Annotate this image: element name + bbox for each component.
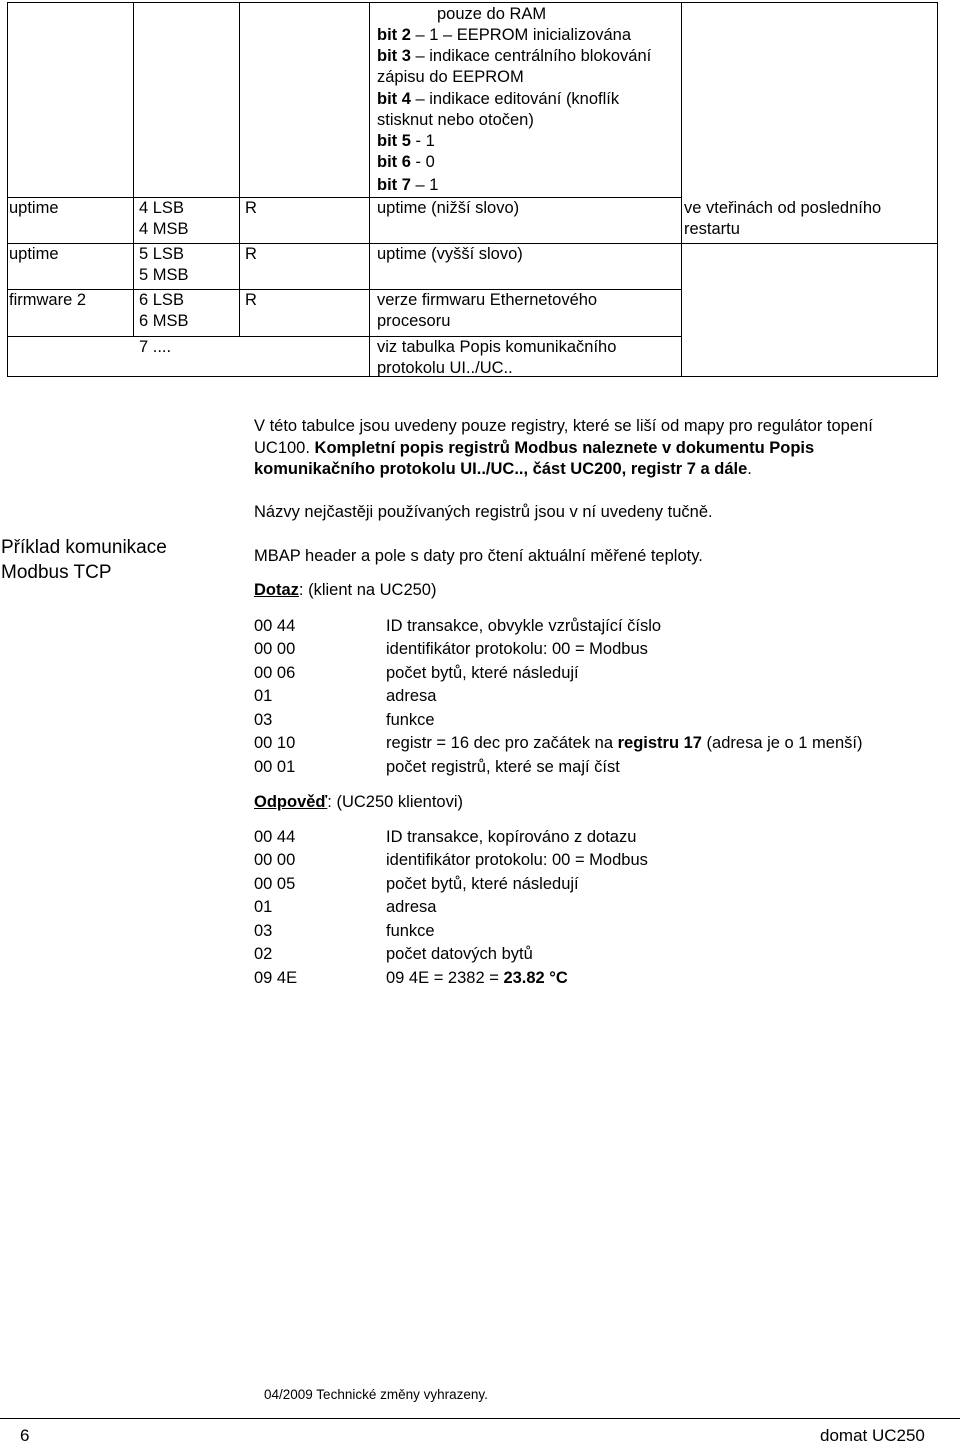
bits-line-0: pouze do RAM <box>437 5 547 23</box>
row-msb: 5 MSB <box>139 266 189 284</box>
bits-line-6: bit 5 - 1 <box>377 132 435 150</box>
response-heading: Odpověď: (UC250 klientovi) <box>254 793 464 811</box>
mbap-description: MBAP header a pole s daty pro čtení aktuální měřené teploty. <box>254 547 703 565</box>
row-lsb: 6 LSB <box>139 291 184 309</box>
query-heading: Dotaz: (klient na UC250) <box>254 581 437 599</box>
intro-text: komunikačního protokolu UI../UC.., část UC200, registr 7 a dále. <box>254 460 752 478</box>
row-desc-line2: protokolu UI../UC.. <box>377 359 513 377</box>
row-name: uptime <box>9 199 59 217</box>
intro-note: Názvy nejčastěji používaných registrů jsou v ní uvedeny tučně. <box>254 503 713 521</box>
footer-notice: 04/2009 Technické změny vyhrazeny. <box>264 1387 488 1402</box>
row-access: R <box>245 199 257 217</box>
bits-line-8: bit 7 – 1 <box>377 176 439 194</box>
row-msb: 4 MSB <box>139 220 189 238</box>
bits-line-7: bit 6 - 0 <box>377 153 435 171</box>
bits-line-2: bit 3 – indikace centrálního blokování <box>377 47 652 65</box>
page-number: 6 <box>20 1426 30 1445</box>
row-lsb: 5 LSB <box>139 245 184 263</box>
row-desc: viz tabulka Popis komunikačního <box>377 338 617 356</box>
side-title: Modbus TCP <box>1 562 112 583</box>
row-reg: 7 .... <box>139 338 172 356</box>
row-access: R <box>245 245 257 263</box>
row-name: firmware 2 <box>9 291 87 309</box>
bits-line-1: bit 2 – 1 – EEPROM inicializována <box>377 26 632 44</box>
bits-line-3: zápisu do EEPROM <box>377 68 524 86</box>
intro-text: V této tabulce jsou uvedeny pouze registry, které se liší od mapy pro regulátor topení <box>254 417 873 435</box>
row-desc: uptime (nižší slovo) <box>377 199 520 217</box>
row-desc: uptime (vyšší slovo) <box>377 245 523 263</box>
row-name: uptime <box>9 245 59 263</box>
row-note-line2: restartu <box>684 220 740 238</box>
row-msb: 6 MSB <box>139 312 189 330</box>
side-title: Příklad komunikace <box>1 537 167 558</box>
row-desc: verze firmwaru Ethernetového <box>377 291 598 309</box>
row-desc-line2: procesoru <box>377 312 451 330</box>
row-lsb: 4 LSB <box>139 199 184 217</box>
bits-line-4: bit 4 – indikace editování (knoflík <box>377 90 620 108</box>
product-name: domat UC250 <box>820 1426 925 1445</box>
footer-divider <box>0 1418 960 1419</box>
intro-text: UC100. Kompletní popis registrů Modbus naleznete v dokumentu Popis <box>254 439 815 457</box>
row-access: R <box>245 291 257 309</box>
bits-line-5: stisknut nebo otočen) <box>377 111 534 129</box>
row-note-line1: ve vteřinách od posledního <box>684 199 882 217</box>
